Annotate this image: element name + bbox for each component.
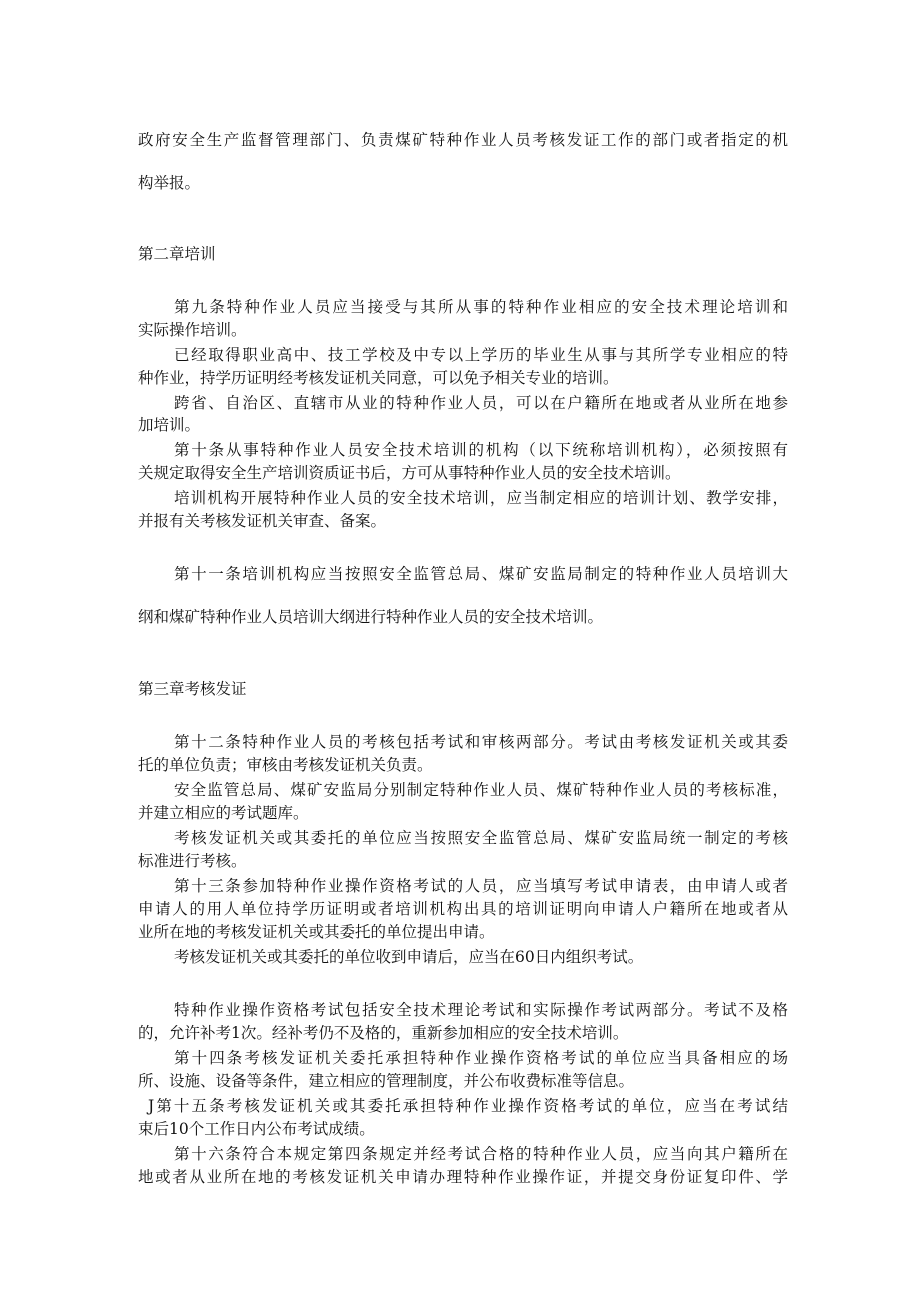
text-line: 申请人的用人单位持学历证明或者培训机构出具的培训证明向申请人户籍所在地或者从 <box>138 900 788 918</box>
text-line: 构举报。 <box>138 174 201 192</box>
text-line: 并建立相应的考试题库。 <box>138 804 309 822</box>
text-line: 的，允许补考1次。经补考仍不及格的，重新参加相应的安全技术培训。 <box>138 1024 629 1042</box>
text-line: 第十一条培训机构应当按照安全监管总局、煤矿安监局制定的特种作业人员培训大 <box>174 565 788 583</box>
text-line: 培训机构开展特种作业人员的安全技术培训，应当制定相应的培训计划、教学安排， <box>174 489 788 507</box>
chapter-heading: 第三章考核发证 <box>138 680 247 698</box>
text-line: 关规定取得安全生产培训资质证书后，方可从事特种作业人员的安全技术培训。 <box>138 464 681 482</box>
text-line: 政府安全生产监督管理部门、负责煤矿特种作业人员考核发证工作的部门或者指定的机 <box>138 131 788 149</box>
text-line: 业所在地的考核发证机关或其委托的单位提出申请。 <box>138 923 495 941</box>
text-line: 纲和煤矿特种作业人员培训大纲进行特种作业人员的安全技术培训。 <box>138 608 604 626</box>
text-line: 第十四条考核发证机关委托承担特种作业操作资格考试的单位应当具备相应的场 <box>174 1049 788 1067</box>
text-line: 托的单位负责；审核由考核发证机关负责。 <box>138 756 433 774</box>
text-line: 第九条特种作业人员应当接受与其所从事的特种作业相应的安全技术理论培训和 <box>174 298 788 316</box>
text-line: 考核发证机关或其委托的单位应当按照安全监管总局、煤矿安监局统一制定的考核 <box>174 829 788 847</box>
text-line: 特种作业操作资格考试包括安全技术理论考试和实际操作考试两部分。考试不及格 <box>174 1001 788 1019</box>
text-line: 标准进行考核。 <box>138 852 247 870</box>
text-line: 跨省、自治区、直辖市从业的特种作业人员，可以在户籍所在地或者从业所在地参 <box>174 394 788 412</box>
text-line: 第十三条参加特种作业操作资格考试的人员，应当填写考试申请表，由申请人或者 <box>174 877 788 895</box>
chapter-heading: 第二章培训 <box>138 245 216 263</box>
text-line: 所、设施、设备等条件，建立相应的管理制度，并公布收费标准等信息。 <box>138 1072 635 1090</box>
text-line: 第十条从事特种作业人员安全技术培训的机构（以下统称培训机构），必须按照有 <box>174 441 788 459</box>
text-line: 第十二条特种作业人员的考核包括考试和审核两部分。考试由考核发证机关或其委 <box>174 733 788 751</box>
text-line: 地或者从业所在地的考核发证机关申请办理特种作业操作证，并提交身份证复印件、学 <box>138 1168 788 1186</box>
text-line: 加培训。 <box>138 416 201 434</box>
text-line: 安全监管总局、煤矿安监局分别制定特种作业人员、煤矿特种作业人员的考核标准， <box>174 781 788 799</box>
text-line: 束后10个工作日内公布考试成绩。 <box>138 1120 375 1138</box>
text-line: 已经取得职业高中、技工学校及中专以上学历的毕业生从事与其所学专业相应的特 <box>174 346 788 364</box>
text-line: 考核发证机关或其委托的单位收到申请后，应当在60日内组织考试。 <box>174 948 644 966</box>
text-line: 种作业，持学历证明经考核发证机关同意，可以免予相关专业的培训。 <box>138 369 619 387</box>
text-line: 实际操作培训。 <box>138 321 247 339</box>
text-line: J第十五条考核发证机关或其委托承担特种作业操作资格考试的单位，应当在考试结 <box>148 1097 788 1115</box>
text-line: 第十六条符合本规定第四条规定并经考试合格的特种作业人员，应当向其户籍所在 <box>174 1145 788 1163</box>
text-line: 并报有关考核发证机关审查、备案。 <box>138 512 387 530</box>
